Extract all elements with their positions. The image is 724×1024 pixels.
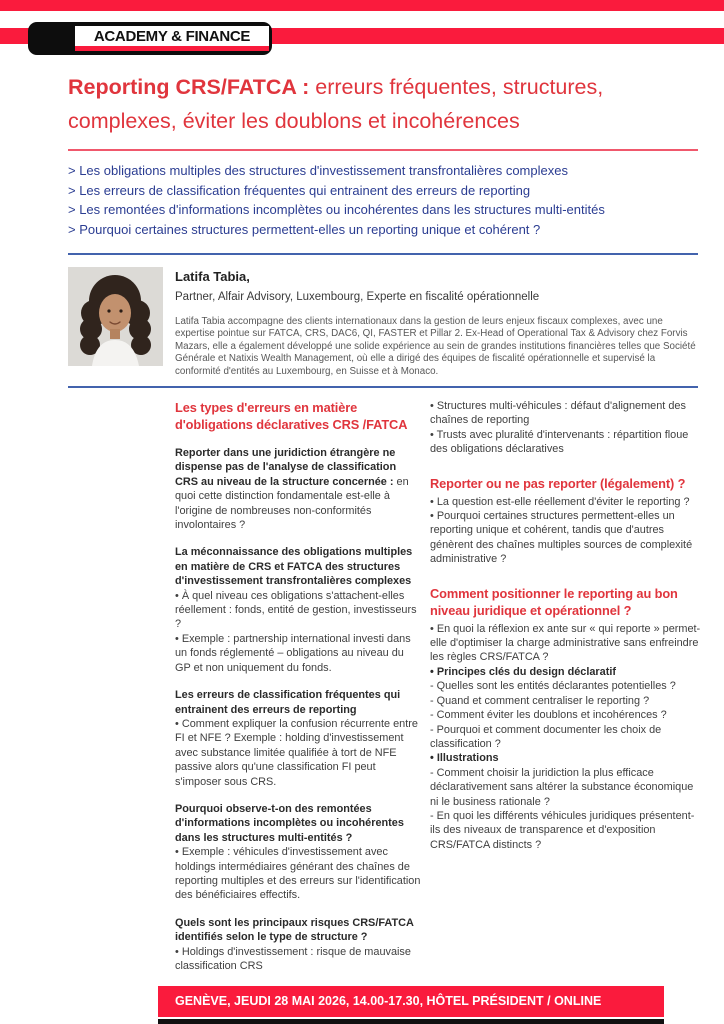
bullet-item: • En quoi la réflexion ex ante sur « qui reporte » permet-elle d'optimiser la charge administrative sans enfreindre les règles CRS/FATCA ?: [430, 622, 701, 664]
speaker-photo: [68, 267, 163, 366]
academy-finance-logo: [28, 22, 272, 55]
bullet-item: • Holdings d'investissement : risque de mauvaise classification CRS: [175, 945, 411, 972]
section-heading: Reporter ou ne pas reporter (légalement) ?: [430, 475, 686, 491]
footer-bar: [158, 1019, 664, 1024]
page-title: [68, 70, 668, 138]
bullet-item: • Comment expliquer la confusion récurrente entre FI et NFE ? Exemple : holding d'investissement avec substance limitée qualifiée à tort de NFE passive alors qu'une classification FI peut s'imposer sous CRS.: [175, 717, 418, 788]
event-banner: [158, 986, 664, 1017]
speaker-photo-image: [68, 267, 163, 366]
speaker-divider-top: [68, 253, 698, 255]
lead-paragraph: [175, 446, 421, 532]
bold-paragraph: La méconnaissance des obligations multiples en matière de CRS et FATCA des structures d'investissement transfrontalières complexes: [175, 546, 413, 588]
speaker-name: Latifa Tabia,: [175, 269, 250, 284]
content-left-column: [175, 399, 421, 973]
page-title-rest: erreurs fréquentes, structures, complexes, éviter les doublons et incohérences: [68, 75, 604, 133]
bullet-item: • Trusts avec pluralité d'intervenants : répartition floue des obligations déclaratives: [430, 428, 689, 456]
bullet-item: • Structures multi-véhicules : défaut d'alignement des chaînes de reporting: [430, 400, 686, 427]
bullet-item: • Exemple : véhicules d'investissement avec holdings intermédiaires générant des chaînes de reporting multiples et des erreurs sur l'identification des bénéficiaires effectifs.: [175, 846, 421, 902]
content-right-column: [430, 399, 702, 852]
highlight-item: > Les remontées d'informations incomplètes ou incohérentes dans les structures multi-entités: [68, 202, 605, 217]
sub-item: - Quand et comment centraliser le reporting ?: [430, 694, 650, 707]
highlight-item: > Les erreurs de classification fréquentes qui entrainent des erreurs de reporting: [68, 182, 531, 198]
logo-inner-box: [75, 26, 269, 51]
sub-item: - Comment éviter les doublons et incohérences ?: [430, 709, 667, 722]
bullet-item: • Pourquoi certaines structures permettent-elles un reporting unique et cohérent, tandis que d'autres génèrent des chaînes multiples sources de complexité administrative ?: [430, 510, 693, 566]
speaker-bio: Latifa Tabia accompagne des clients internationaux dans la gestion de leurs enjeux fiscaux complexes, avec une expertise pointue sur FATCA, CRS, DAC6, QI, FASTER et Pillar 2. Ex-Head of Operational Tax & Advisory chez Forvis Mazars, elle a également développé une solide expérience au sein de grandes institutions financières telles que Société Générale et Natixis Wealth Management, où elle a dirigé des équipes de fiscalité opérationnelle et supervisé la conformité d'entités au Luxembourg, en Suisse et à Monaco.: [175, 316, 696, 377]
page-title-bold: Reporting CRS/FATCA :: [68, 75, 310, 99]
section-heading: Comment positionner le reporting au bon niveau juridique et opérationnel ?: [430, 585, 678, 618]
bullet-item: • Exemple : partnership international investi dans un fonds réglementé – obligations au niveau du GP et non uniquement du fonds.: [175, 632, 411, 674]
title-divider: [68, 149, 698, 151]
sub-item: - Comment choisir la juridiction la plus efficace déclarativement sans altérer la substance économique ni le business rationale ?: [430, 766, 694, 808]
section-heading: Les types d'erreurs en matière d'obligations déclaratives CRS /FATCA: [175, 400, 408, 432]
bullet-item: • La question est-elle réellement d'éviter le reporting ?: [430, 495, 690, 508]
logo-text: ACADEMY & FINANCE: [93, 28, 251, 45]
sub-item: - Pourquoi et comment documenter les choix de classification ?: [430, 723, 662, 750]
lead-paragraph-bold-intro: Reporter dans une juridiction étrangère ne dispense pas de l'analyse de classification CRS au niveau de la structure concernée :: [175, 447, 397, 488]
logo-red-underline: [75, 46, 269, 51]
highlights-list: [68, 161, 724, 239]
bold-paragraph: Quels sont les principaux risques CRS/FATCA identifiés selon le type de structure ?: [175, 916, 414, 944]
bullet-item-bold: • Illustrations: [430, 752, 499, 765]
bullet-item-bold: • Principes clés du design déclaratif: [430, 665, 616, 678]
sub-item: - En quoi les différents véhicules juridiques présentent-ils des niveaux de transparence et d'exposition CRS/FATCA distincts ?: [430, 809, 695, 851]
top-red-bar: [0, 0, 724, 11]
event-banner-text: GENÈVE, JEUDI 28 MAI 2026, 14.00-17.30, HÔTEL PRÉSIDENT / ONLINE: [175, 994, 602, 1008]
highlight-item: > Les obligations multiples des structures d'investissement transfrontalières complexes: [68, 163, 568, 178]
bold-paragraph: Les erreurs de classification fréquentes qui entrainent des erreurs de reporting: [175, 689, 401, 716]
highlight-item: > Pourquoi certaines structures permettent-elles un reporting unique et cohérent ?: [68, 221, 541, 237]
speaker-role: Partner, Alfair Advisory, Luxembourg, Experte en fiscalité opérationnelle: [175, 291, 540, 303]
lead-paragraph-rest: en quoi cette distinction fondamentale est-elle à l'origine de nombreuses non-conformités involontaires ?: [175, 475, 409, 532]
sub-item: - Quelles sont les entités déclarantes potentielles ?: [430, 680, 676, 693]
speaker-divider-bottom: [68, 386, 698, 388]
bold-paragraph: Pourquoi observe-t-on des remontées d'informations incomplètes ou incohérentes dans les structures multi-entités ?: [175, 802, 404, 844]
bullet-item: • À quel niveau ces obligations s'attachent-elles réellement : fonds, entité de gestion, investisseurs ?: [175, 589, 417, 631]
